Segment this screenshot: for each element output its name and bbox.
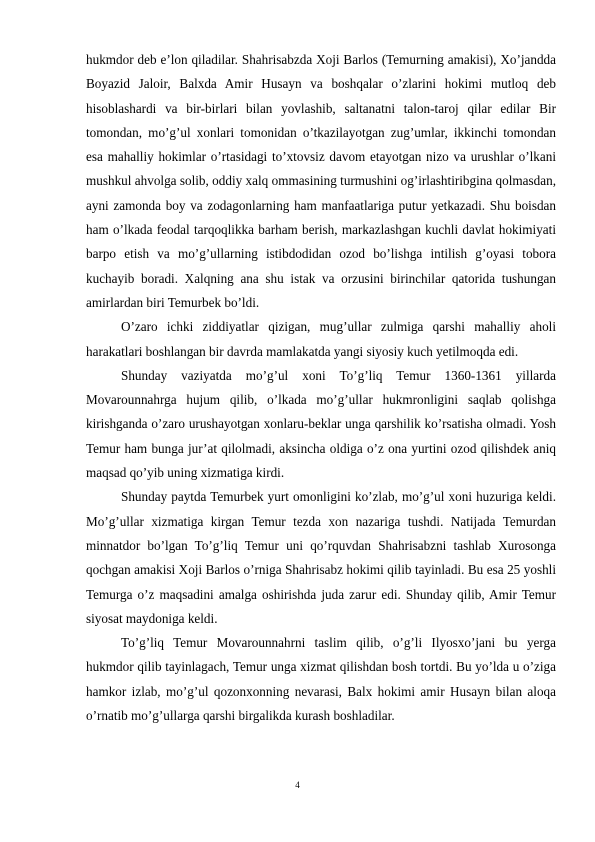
page-number: 4 bbox=[295, 780, 300, 790]
paragraph-1: hukmdor deb e’lon qiladilar. Shahrisabzda Xoji Barlos (Temurning amakisi), Xo’jandda Boyazid Jaloir, Balxda Amir Husayn va boshqalar o’zlarini hokimi mutloq deb hisoblashardi va bir-birlari bilan yovlashib, saltanatni talon-taroj qilar edilar Bir tomondan, mo’g’ul xonlari tomonidan o’tkazilayotgan zug’umlar, ikkinchi tomondan esa mahalliy hokimlar o’rtasidagi to’xtovsiz davom etayotgan nizo va urushlar o’lkani mushkul ahvolga solib, oddiy xalq ommasining turmushini og’irlashtiribgina qolmasdan, ayni zamonda boy va zodagonlarning ham manfaatlariga putur yetkazadi. Shu boisdan ham o’lkada feodal tarqoqlikka barham berish, markazlashgan kuchli davlat hokimiyati barpo etish va mo’g’ullarning istibdodidan ozod bo’lishga intilish g’oyasi tobora kuchayib boradi. Xalqning ana shu istak va orzusini birinchilar qatorida tushungan amirlardan biri Temurbek bo’ldi. bbox=[86, 52, 556, 310]
paragraph-2: O’zaro ichki ziddiyatlar qizigan, mug’ullar zulmiga qarshi mahalliy aholi harakatlari boshlangan bir davrda mamlakatda yangi siyosiy kuch yetilmoqda edi. bbox=[86, 319, 556, 359]
paragraph-5: To’g’liq Temur Movarounnahrni taslim qilib, o’g’li Ilyosxo’jani bu yerga hukmdor qilib tayinlagach, Temur unga xizmat qilishdan bosh tortdi. Bu yo’lda u o’ziga hamkor izlab, mo’g’ul qozonxonning nevarasi, Balx hokimi amir Husayn bilan aloqa o’rnatib mo’g’ullarga qarshi birgalikda kurash boshladilar. bbox=[86, 635, 556, 724]
document-body bbox=[86, 48, 556, 728]
paragraph-3: Shunday vaziyatda mo’g’ul xoni To’g’liq Temur 1360-1361 yillarda Movarounnahrga hujum qilib, o’lkada mo’g’ullar hukmronligini saqlab qolishga kirishganda o’zaro urushayotgan xonlaru-beklar unga qarshilik ko’rsatisha olmadi. Yosh Temur ham bunga jur’at qilolmadi, aksincha oldiga o’z ona yurtini ozod qilishdek aniq maqsad qo’yib uning xizmatiga kirdi. bbox=[86, 367, 556, 481]
paragraph-4: Shunday paytda Temurbek yurt omonligini ko’zlab, mo’g’ul xoni huzuriga keldi. Mo’g’ullar xizmatiga kirgan Temur tezda xon nazariga tushdi. Natijada Temurdan minnatdor bo’lgan To’g’liq Temur uni qo’rquvdan Shahrisabzni tashlab Xurosonga qochgan amakisi Xoji Barlos o’rniga Shahrisabz hokimi qilib tayinladi. Bu esa 25 yoshli Temurga o’z maqsadini amalga oshirishda juda zarur edi. Shunday qilib, Amir Temur siyosat maydoniga keldi. bbox=[86, 489, 556, 626]
